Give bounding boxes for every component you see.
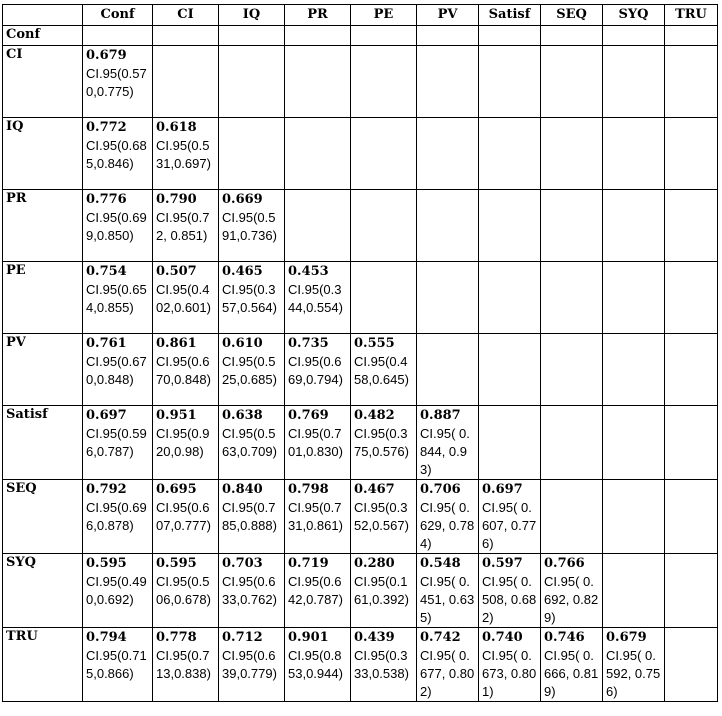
- correlation-value: 0.467: [354, 482, 395, 497]
- table-cell: [351, 118, 417, 190]
- table-cell: [351, 26, 417, 46]
- table-cell: [665, 480, 718, 554]
- column-header: SEQ: [541, 5, 603, 26]
- correlation-value: 0.679: [606, 630, 647, 645]
- row-header: SEQ: [3, 480, 83, 554]
- column-header: IQ: [219, 5, 285, 26]
- table-cell: [665, 46, 718, 118]
- correlation-value: 0.507: [156, 264, 197, 279]
- correlation-value: 0.439: [354, 630, 395, 645]
- correlation-value: 0.951: [156, 408, 197, 423]
- confidence-interval: CI.95(0.654,0.855): [86, 282, 147, 315]
- table-row: [3, 26, 718, 46]
- table-cell: [219, 334, 285, 406]
- confidence-interval: CI.95(0.596,0.787): [86, 426, 147, 459]
- table-cell: [83, 554, 153, 628]
- table-cell: [665, 334, 718, 406]
- table-cell: [285, 554, 351, 628]
- confidence-interval: CI.95(0.853,0.944): [288, 648, 343, 681]
- correlation-value: 0.742: [420, 630, 461, 645]
- confidence-interval: CI.95(0.785,0.888): [222, 500, 277, 533]
- correlation-value: 0.697: [86, 408, 127, 423]
- column-header: PR: [285, 5, 351, 26]
- table-cell: [541, 46, 603, 118]
- correlation-value: 0.887: [420, 408, 461, 423]
- table-cell: [417, 26, 479, 46]
- confidence-interval: CI.95(0.669,0.794): [288, 354, 343, 387]
- table-cell: [541, 480, 603, 554]
- table-cell: [351, 406, 417, 480]
- header-row: [3, 5, 718, 26]
- table-cell: [665, 118, 718, 190]
- table-cell: [285, 334, 351, 406]
- correlation-value: 0.740: [482, 630, 523, 645]
- table-cell: [351, 46, 417, 118]
- table-cell: [479, 190, 541, 262]
- confidence-interval: CI.95(0.531,0.697): [156, 138, 211, 171]
- table-body: [3, 26, 718, 702]
- table-cell: [285, 262, 351, 334]
- table-cell: [479, 334, 541, 406]
- confidence-interval: CI.95(0.639,0.779): [222, 648, 277, 681]
- confidence-interval: CI.95(0.715,0.866): [86, 648, 147, 681]
- table-cell: [83, 46, 153, 118]
- table-cell: [479, 46, 541, 118]
- table-cell: [83, 190, 153, 262]
- table-cell: [541, 26, 603, 46]
- table-cell: [153, 480, 219, 554]
- confidence-interval: CI.95(0.607,0.777): [156, 500, 211, 533]
- confidence-interval: CI.95( 0.673, 0.801): [482, 648, 537, 699]
- correlation-value: 0.778: [156, 630, 197, 645]
- confidence-interval: CI.95(0.685,0.846): [86, 138, 147, 171]
- confidence-interval: CI.95(0.506,0.678): [156, 574, 211, 607]
- table-cell: [83, 334, 153, 406]
- table-row: [3, 406, 718, 480]
- confidence-interval: CI.95(0.458,0.645): [354, 354, 409, 387]
- table-cell: [603, 628, 665, 702]
- table-cell: [153, 46, 219, 118]
- table-cell: [603, 46, 665, 118]
- table-cell: [541, 628, 603, 702]
- table-cell: [219, 46, 285, 118]
- table-cell: [219, 190, 285, 262]
- column-header: TRU: [665, 5, 718, 26]
- column-header: Satisf: [479, 5, 541, 26]
- row-header: PV: [3, 334, 83, 406]
- table-cell: [219, 480, 285, 554]
- correlation-value: 0.595: [156, 556, 197, 571]
- table-cell: [665, 406, 718, 480]
- table-cell: [479, 118, 541, 190]
- table-cell: [285, 46, 351, 118]
- correlation-value: 0.719: [288, 556, 329, 571]
- table-cell: [351, 480, 417, 554]
- table-cell: [153, 334, 219, 406]
- table-cell: [603, 406, 665, 480]
- correlation-value: 0.901: [288, 630, 329, 645]
- correlation-value: 0.697: [482, 482, 523, 497]
- table-cell: [417, 118, 479, 190]
- confidence-interval: CI.95(0.731,0.861): [288, 500, 343, 533]
- correlation-value: 0.482: [354, 408, 395, 423]
- table-cell: [351, 190, 417, 262]
- table-cell: [603, 554, 665, 628]
- table-row: [3, 628, 718, 702]
- correlation-value: 0.679: [86, 48, 127, 63]
- row-header: Satisf: [3, 406, 83, 480]
- table-cell: [417, 262, 479, 334]
- row-header: PE: [3, 262, 83, 334]
- table-cell: [541, 190, 603, 262]
- table-cell: [351, 628, 417, 702]
- confidence-interval: CI.95(0.696,0.878): [86, 500, 147, 533]
- table-row: [3, 190, 718, 262]
- correlation-value: 0.703: [222, 556, 263, 571]
- confidence-interval: CI.95( 0.677, 0.802): [420, 648, 475, 699]
- correlation-value: 0.597: [482, 556, 523, 571]
- table-cell: [541, 118, 603, 190]
- table-row: [3, 118, 718, 190]
- table-cell: [351, 554, 417, 628]
- table-cell: [665, 190, 718, 262]
- correlation-value: 0.706: [420, 482, 461, 497]
- column-header: Conf: [83, 5, 153, 26]
- confidence-interval: CI.95(0.699,0.850): [86, 210, 147, 243]
- confidence-interval: CI.95(0.591,0.736): [222, 210, 277, 243]
- correlation-value: 0.712: [222, 630, 263, 645]
- table-cell: [665, 554, 718, 628]
- table-cell: [153, 628, 219, 702]
- confidence-interval: CI.95(0.633,0.762): [222, 574, 277, 607]
- table-row: [3, 262, 718, 334]
- table-cell: [351, 262, 417, 334]
- table-cell: [541, 334, 603, 406]
- table-cell: [153, 26, 219, 46]
- table-cell: [153, 118, 219, 190]
- confidence-interval: CI.95( 0.592, 0.756): [606, 648, 661, 699]
- confidence-interval: CI.95(0.161,0.392): [354, 574, 409, 607]
- table-cell: [541, 554, 603, 628]
- confidence-interval: CI.95(0.525,0.685): [222, 354, 277, 387]
- confidence-interval: CI.95(0.920,0.98): [156, 426, 210, 459]
- correlation-value: 0.618: [156, 120, 197, 135]
- confidence-interval: CI.95( 0.629, 0.784): [420, 500, 475, 551]
- table-cell: [153, 262, 219, 334]
- table-cell: [83, 262, 153, 334]
- correlation-value: 0.792: [86, 482, 127, 497]
- confidence-interval: CI.95(0.402,0.601): [156, 282, 211, 315]
- table-cell: [665, 26, 718, 46]
- table-cell: [603, 334, 665, 406]
- row-header: Conf: [3, 26, 83, 46]
- column-header: SYQ: [603, 5, 665, 26]
- table-cell: [417, 406, 479, 480]
- confidence-interval: CI.95(0.490,0.692): [86, 574, 147, 607]
- correlation-value: 0.548: [420, 556, 461, 571]
- table-cell: [219, 26, 285, 46]
- confidence-interval: CI.95( 0.508, 0.682): [482, 574, 537, 625]
- table-cell: [603, 190, 665, 262]
- correlation-value: 0.746: [544, 630, 585, 645]
- table-cell: [83, 406, 153, 480]
- correlation-table: [2, 4, 718, 702]
- row-header: CI: [3, 46, 83, 118]
- table-row: [3, 480, 718, 554]
- table-cell: [479, 554, 541, 628]
- correlation-value: 0.465: [222, 264, 263, 279]
- confidence-interval: CI.95( 0.844, 0.93): [420, 426, 470, 477]
- table-cell: [417, 628, 479, 702]
- correlation-value: 0.772: [86, 120, 127, 135]
- table-cell: [541, 262, 603, 334]
- table-cell: [83, 628, 153, 702]
- row-header: TRU: [3, 628, 83, 702]
- table-cell: [285, 480, 351, 554]
- table-cell: [219, 628, 285, 702]
- correlation-value: 0.840: [222, 482, 263, 497]
- table-cell: [603, 262, 665, 334]
- table-cell: [603, 480, 665, 554]
- table-cell: [285, 26, 351, 46]
- table-cell: [83, 118, 153, 190]
- table-cell: [219, 262, 285, 334]
- table-cell: [417, 46, 479, 118]
- table-cell: [285, 628, 351, 702]
- correlation-value: 0.754: [86, 264, 127, 279]
- table-cell: [417, 554, 479, 628]
- correlation-value: 0.280: [354, 556, 395, 571]
- table-cell: [285, 118, 351, 190]
- confidence-interval: CI.95(0.357,0.564): [222, 282, 277, 315]
- table-cell: [219, 406, 285, 480]
- table-cell: [479, 480, 541, 554]
- confidence-interval: CI.95( 0.692, 0.829): [544, 574, 599, 625]
- correlation-value: 0.761: [86, 336, 127, 351]
- table-cell: [153, 406, 219, 480]
- confidence-interval: CI.95(0.642,0.787): [288, 574, 343, 607]
- correlation-value: 0.669: [222, 192, 263, 207]
- correlation-value: 0.610: [222, 336, 263, 351]
- confidence-interval: CI.95(0.713,0.838): [156, 648, 211, 681]
- correlation-value: 0.794: [86, 630, 127, 645]
- table-cell: [153, 190, 219, 262]
- correlation-value: 0.595: [86, 556, 127, 571]
- table-cell: [417, 480, 479, 554]
- table-cell: [479, 262, 541, 334]
- table-row: [3, 334, 718, 406]
- column-header: CI: [153, 5, 219, 26]
- correlation-value: 0.861: [156, 336, 197, 351]
- table-cell: [603, 26, 665, 46]
- column-header: PE: [351, 5, 417, 26]
- confidence-interval: CI.95(0.670,0.848): [156, 354, 211, 387]
- table-cell: [479, 628, 541, 702]
- correlation-value: 0.695: [156, 482, 197, 497]
- table-cell: [83, 480, 153, 554]
- table-row: [3, 554, 718, 628]
- correlation-value: 0.776: [86, 192, 127, 207]
- confidence-interval: CI.95(0.563,0.709): [222, 426, 277, 459]
- table-cell: [665, 628, 718, 702]
- confidence-interval: CI.95( 0.451, 0.635): [420, 574, 475, 625]
- table-cell: [153, 554, 219, 628]
- confidence-interval: CI.95(0.670,0.848): [86, 354, 147, 387]
- table-cell: [285, 190, 351, 262]
- table-cell: [417, 190, 479, 262]
- table-cell: [83, 26, 153, 46]
- confidence-interval: CI.95(0.352,0.567): [354, 500, 409, 533]
- table-cell: [479, 26, 541, 46]
- correlation-value: 0.735: [288, 336, 329, 351]
- table-cell: [417, 334, 479, 406]
- column-header: PV: [417, 5, 479, 26]
- table-cell: [479, 406, 541, 480]
- confidence-interval: CI.95( 0.607, 0.776): [482, 500, 537, 551]
- corner-cell: [3, 5, 83, 26]
- table-cell: [603, 118, 665, 190]
- confidence-interval: CI.95(0.375,0.576): [354, 426, 409, 459]
- confidence-interval: CI.95(0.72, 0.851): [156, 210, 210, 243]
- correlation-value: 0.790: [156, 192, 197, 207]
- correlation-value: 0.453: [288, 264, 329, 279]
- correlation-value: 0.769: [288, 408, 329, 423]
- row-header: SYQ: [3, 554, 83, 628]
- table-cell: [665, 262, 718, 334]
- confidence-interval: CI.95(0.333,0.538): [354, 648, 409, 681]
- correlation-value: 0.555: [354, 336, 395, 351]
- confidence-interval: CI.95(0.570,0.775): [86, 66, 147, 99]
- correlation-value: 0.798: [288, 482, 329, 497]
- table-cell: [219, 118, 285, 190]
- row-header: IQ: [3, 118, 83, 190]
- table-cell: [351, 334, 417, 406]
- confidence-interval: CI.95(0.701,0.830): [288, 426, 343, 459]
- confidence-interval: CI.95( 0.666, 0.819): [544, 648, 599, 699]
- table-row: [3, 46, 718, 118]
- table-cell: [541, 406, 603, 480]
- confidence-interval: CI.95(0.344,0.554): [288, 282, 343, 315]
- row-header: PR: [3, 190, 83, 262]
- table-cell: [219, 554, 285, 628]
- table-cell: [285, 406, 351, 480]
- correlation-value: 0.638: [222, 408, 263, 423]
- correlation-value: 0.766: [544, 556, 585, 571]
